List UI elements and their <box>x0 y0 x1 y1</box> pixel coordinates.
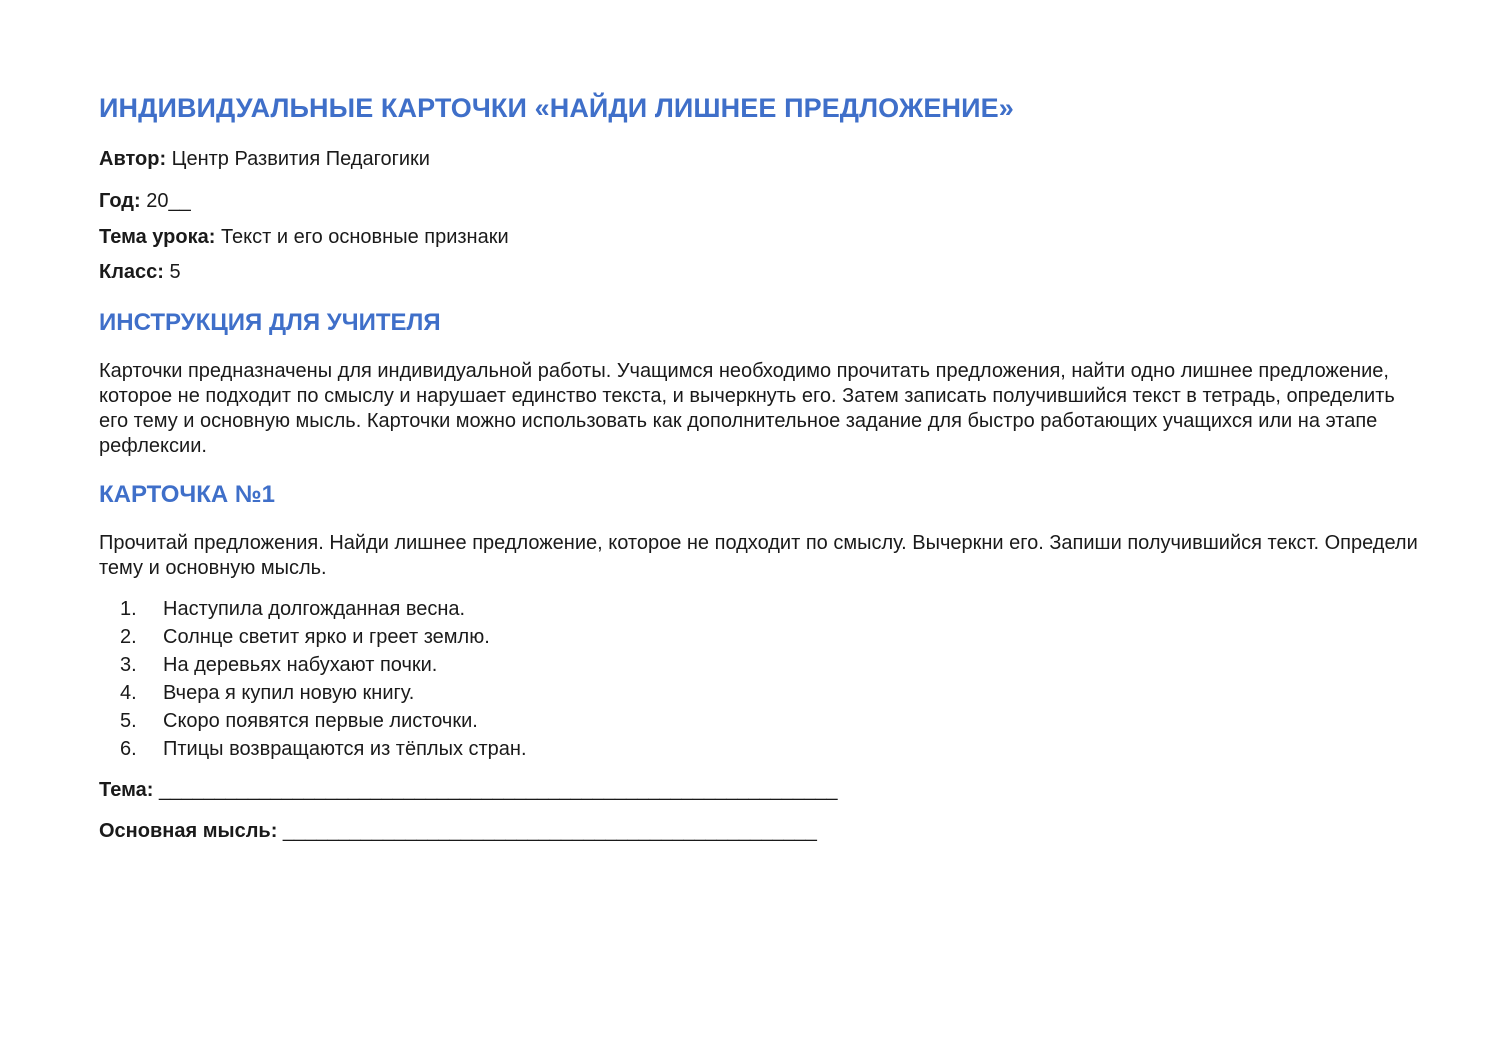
author-value: Центр Развития Педагогики <box>171 148 430 170</box>
list-item-text: Вчера я купил новую книгу. <box>163 682 415 704</box>
list-item-text: Птицы возвращаются из тёплых стран. <box>163 738 527 760</box>
list-item-number: 6. <box>120 738 137 760</box>
author-label: Автор: <box>99 148 167 170</box>
lesson-topic-value: Текст и его основные признаки <box>220 226 509 248</box>
author-line <box>99 148 430 171</box>
main-idea-fill-line <box>99 820 817 843</box>
card1-instruction: Прочитай предложения. Найди лишнее предложение, которое не подходит по смыслу. Вычеркни его. Запиши получившийся текст. Определи тему и основную мысль. <box>99 532 1418 579</box>
year-line <box>99 190 191 213</box>
list-item-number: 1. <box>120 598 137 620</box>
teacher-instruction-text: Карточки предназначены для индивидуальной работы. Учащимся необходимо прочитать предложения, найти одно лишнее предложение, которое не подходит по смыслу и нарушает единство текста, и вычеркнуть его. Затем записать получившийся текст в тетрадь, определить его тему и основную мысль. Карточки можно использовать как дополнительное задание для быстро работающих учащихся или на этапе рефлексии. <box>99 360 1395 457</box>
document-title: ИНДИВИДУАЛЬНЫЕ КАРТОЧКИ «НАЙДИ ЛИШНЕЕ ПРЕДЛОЖЕНИЕ» <box>99 93 1014 123</box>
topic-blank: _____________________________________________________________ <box>158 779 838 801</box>
grade-label: Класс: <box>99 261 164 283</box>
grade-line <box>99 261 181 284</box>
main-idea-blank: ________________________________________________ <box>282 820 817 842</box>
lesson-topic-label: Тема урока: <box>99 226 216 248</box>
list-item-text: Наступила долгожданная весна. <box>163 598 466 620</box>
lesson-topic-line <box>99 226 509 249</box>
list-item-number: 4. <box>120 682 137 704</box>
list-item-number: 5. <box>120 710 137 732</box>
topic-fill-line <box>99 779 837 802</box>
grade-value: 5 <box>169 261 181 283</box>
year-value: 20__ <box>146 190 191 212</box>
list-item-number: 3. <box>120 654 137 676</box>
list-item-text: Солнце светит ярко и греет землю. <box>163 626 490 648</box>
list-item-text: Скоро появятся первые листочки. <box>163 710 478 732</box>
year-label: Год: <box>99 190 141 212</box>
topic-label: Тема: <box>99 779 154 801</box>
list-item-number: 2. <box>120 626 137 648</box>
main-idea-label: Основная мысль: <box>99 820 278 842</box>
card1-heading: КАРТОЧКА №1 <box>99 481 276 508</box>
teacher-instruction-heading: ИНСТРУКЦИЯ ДЛЯ УЧИТЕЛЯ <box>99 309 441 336</box>
list-item-text: На деревьях набухают почки. <box>163 654 438 676</box>
